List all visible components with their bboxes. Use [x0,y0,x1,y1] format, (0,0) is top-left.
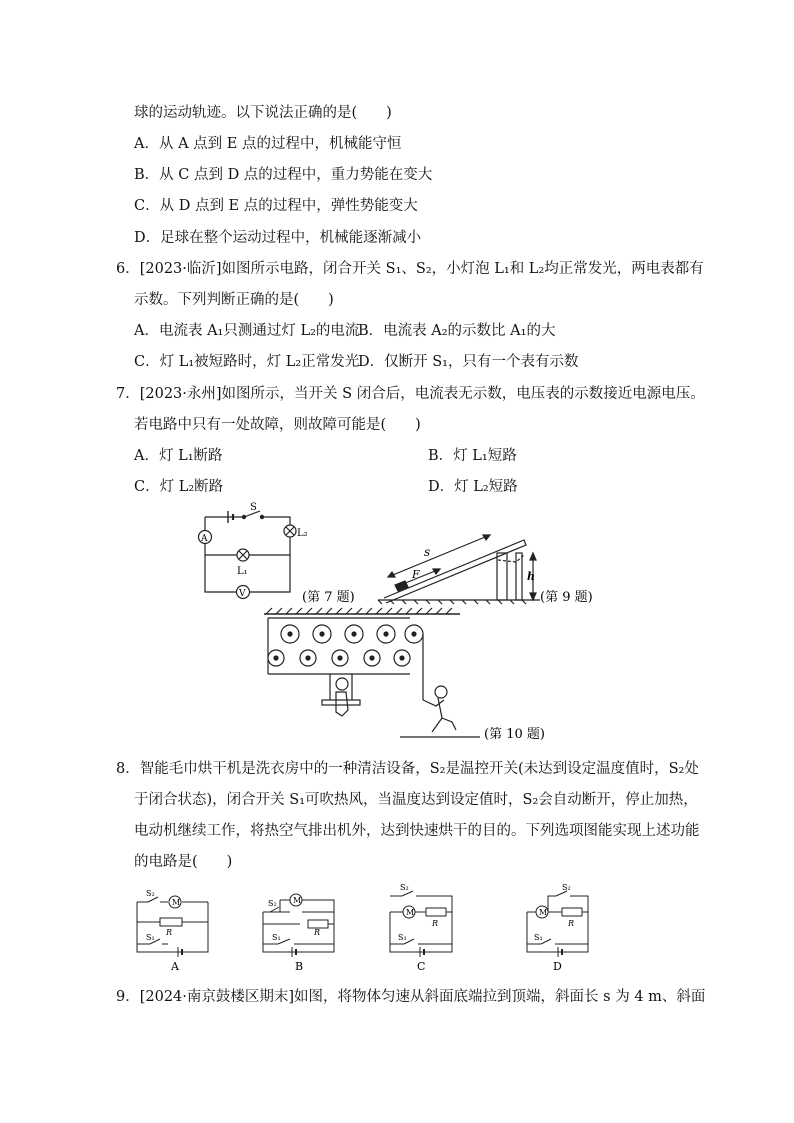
q8-c-r: R [432,919,439,928]
q7-label-l2: L₂ [297,528,308,539]
q8-d-r: R [568,919,575,928]
q8-b-s2: S₂ [268,899,277,908]
q8-option-label-b: B [295,960,304,973]
q9-stem-line1: 9．[2024·南京鼓楼区期末]如图，将物体匀速从斜面底端拉到顶端，斜面长 s 为 4 m、斜面 [116,989,706,1005]
q6-option-b: B．电流表 A₂的示数比 A₁的大 [358,323,556,339]
q8-a-r: R [166,928,173,937]
q7-option-b: B．灯 L₁短路 [428,448,517,464]
q7-option-d: D．灯 L₂短路 [428,479,518,495]
q5-option-a: A．从 A 点到 E 点的过程中，机械能守恒 [134,136,402,152]
q6-stem-line1: 6．[2023·临沂]如图所示电路，闭合开关 S₁、S₂，小灯泡 L₁和 L₂均正常发光，两电表都有 [116,261,704,277]
q7-label-s: S [250,502,257,513]
q7-option-a: A．灯 L₁断路 [134,448,223,464]
q8-stem-line3: 电动机继续工作，将热空气排出机外，达到快速烘干的目的。下列选项图能实现上述功能 [134,823,700,839]
q7-label-voltmeter: V [239,589,246,599]
q8-a-s2: S₂ [146,889,155,898]
q8-a-s1: S₁ [146,933,155,942]
q8-b-m: M [293,896,302,905]
q8-stem-line4: 的电路是( ) [134,854,233,870]
q8-c-s1: S₁ [398,933,407,942]
q8-c-s2: S₂ [400,883,409,892]
q8-d-m: M [539,908,548,917]
q7-label-ammeter: A [201,534,208,544]
q9-label-s: s [424,545,431,559]
q5-stem: 球的运动轨迹。以下说法正确的是( ) [134,105,392,121]
q8-circuit-c [390,891,452,957]
q8-stem-line1: 8．智能毛巾烘干机是洗衣房中的一种清洁设备，S₂是温控开关(未达到设定温度值时，S₂处 [116,761,699,777]
q7-stem-line1: 7．[2023·永州]如图所示，当开关 S 闭合后，电流表无示数，电压表的示数接近电源电压。 [116,386,705,402]
q8-circuit-d [527,891,588,957]
q9-caption: (第 9 题) [540,590,593,605]
q8-option-label-a: A [171,960,179,973]
q7-caption: (第 7 题) [302,590,355,605]
q8-b-s1: S₁ [272,933,281,942]
q8-d-s1: S₁ [534,933,543,942]
q9-label-f: F [412,568,420,581]
q8-c-m: M [406,908,415,917]
q6-option-d: D．仅断开 S₁，只有一个表有示数 [358,354,579,370]
q8-option-label-c: C [417,960,426,973]
q8-stem-line2: 于闭合状态)，闭合开关 S₁可吹热风，当温度达到设定值时，S₂会自动断开，停止加热， [134,792,698,808]
q8-d-s2: S₂ [562,883,571,892]
q8-b-r: R [314,928,321,937]
q8-a-m: M [172,898,181,907]
q5-option-d: D．足球在整个运动过程中，机械能逐渐减小 [134,230,422,246]
q9-label-h: h [527,570,535,583]
q5-option-c: C．从 D 点到 E 点的过程中，弹性势能变大 [134,198,418,214]
q7-label-l1: L₁ [237,566,248,577]
q7-stem-line2: 若电路中只有一处故障，则故障可能是( ) [134,417,421,433]
q5-option-b: B．从 C 点到 D 点的过程中，重力势能在变大 [134,167,433,183]
q10-caption: (第 10 题) [484,727,545,742]
q7-option-c: C．灯 L₂断路 [134,479,224,495]
q8-option-label-d: D [553,960,562,973]
q6-option-a: A．电流表 A₁只测通过灯 L₂的电流 [134,323,360,339]
q6-stem-line2: 示数。下列判断正确的是( ) [134,292,334,308]
q6-option-c: C．灯 L₁被短路时，灯 L₂正常发光 [134,354,360,370]
